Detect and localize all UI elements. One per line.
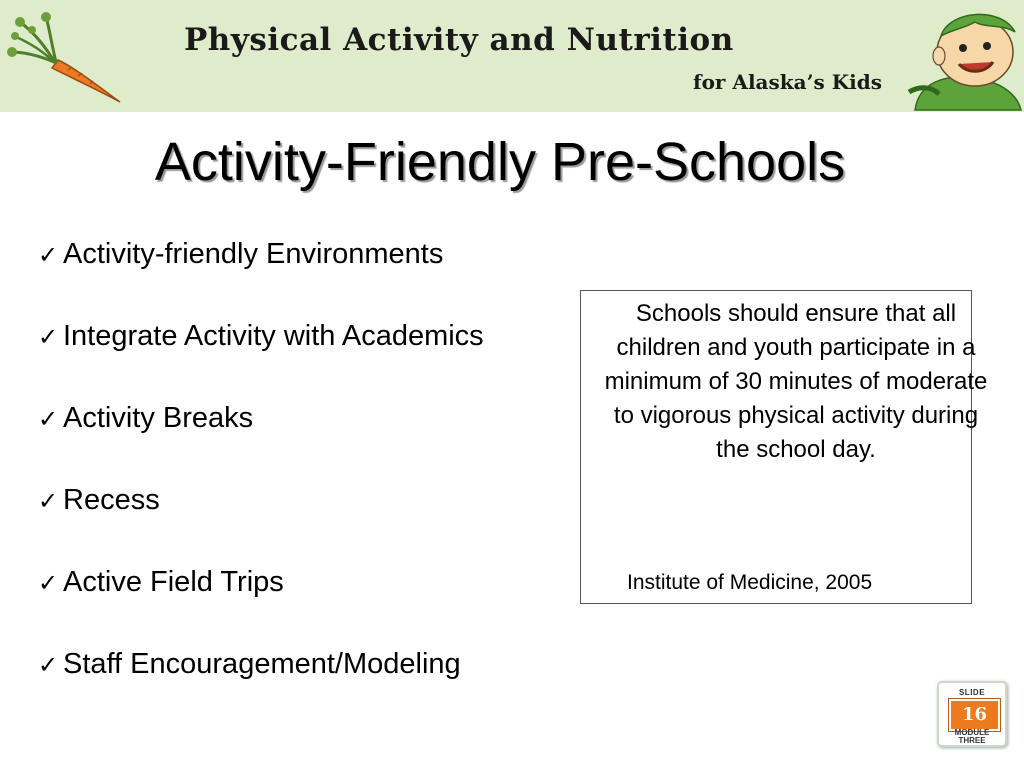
slide-title: Activity-Friendly Pre-Schools [154, 132, 846, 192]
bullet-text: Recess [63, 484, 160, 516]
checkmark-icon: ✓ [38, 406, 59, 433]
quote-citation: Institute of Medicine, 2005 [627, 571, 873, 594]
kid-mascot-icon [905, 2, 1024, 112]
carrot-icon [6, 8, 126, 104]
bullet-item [38, 236, 484, 318]
badge-module-line2: THREE [958, 736, 986, 745]
bullet-list [38, 236, 484, 728]
checkmark-icon: ✓ [38, 570, 59, 597]
checkmark-icon: ✓ [38, 488, 59, 515]
bullet-text: Active Field Trips [63, 566, 284, 598]
bullet-text: Activity-friendly Environments [63, 238, 444, 270]
bullet-item [38, 318, 484, 400]
slide-number: 16 [949, 699, 1000, 731]
bullet-item [38, 482, 484, 564]
badge-module-label [939, 729, 1005, 745]
quote-text: Schools should ensure that all children and youth participate in a minimum of 30 minutes of moderate to vigorous physical activity during the school day. [604, 300, 988, 463]
bullet-text: Integrate Activity with Academics [63, 320, 484, 352]
bullet-item [38, 564, 484, 646]
checkmark-icon: ✓ [38, 242, 59, 269]
header-banner [0, 0, 1024, 112]
bullet-text: Staff Encouragement/Modeling [63, 648, 461, 680]
badge-module-line1: MODULE [954, 728, 990, 737]
bullet-item [38, 400, 484, 482]
badge-slide-label: SLIDE [958, 688, 986, 697]
checkmark-icon: ✓ [38, 324, 59, 351]
bullet-text: Activity Breaks [63, 402, 254, 434]
quote-box [580, 290, 988, 604]
slide-number-badge [937, 681, 1007, 747]
banner-subtitle: for Alaska’s Kids [692, 70, 882, 94]
banner-title: Physical Activity and Nutrition [184, 22, 734, 58]
bullet-item [38, 646, 484, 728]
checkmark-icon: ✓ [38, 652, 59, 679]
